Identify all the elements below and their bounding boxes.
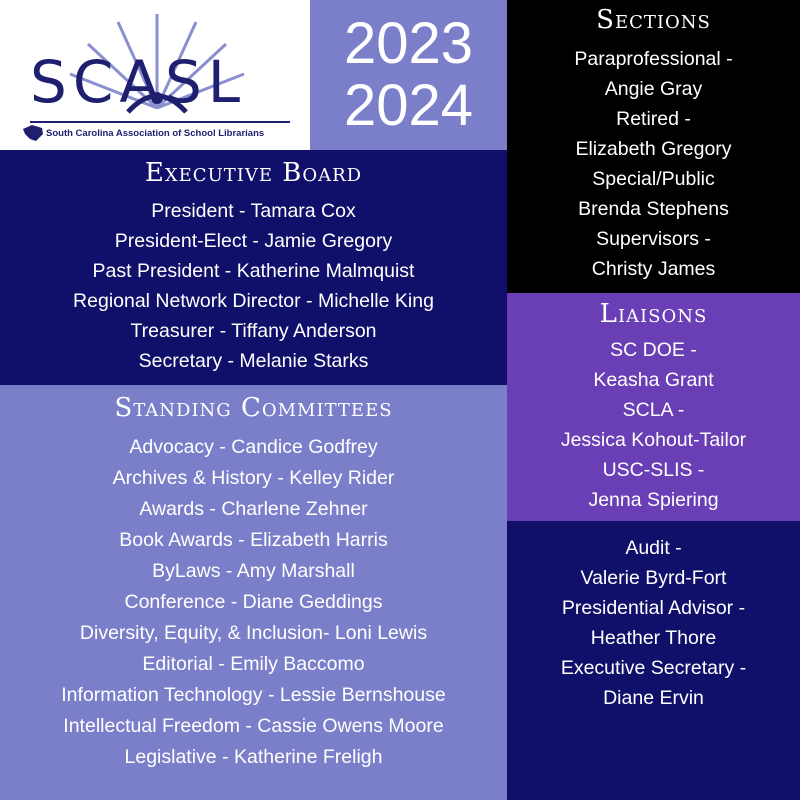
list-item: Christy James <box>591 258 716 280</box>
list-item: Book Awards - Elizabeth Harris <box>119 529 388 551</box>
standing-committees-list <box>0 432 507 773</box>
logo-panel <box>0 0 310 150</box>
sections-list <box>507 44 800 284</box>
list-item: Diane Ervin <box>603 687 704 709</box>
logo-wordmark: SCASL <box>30 48 247 116</box>
list-item: Keasha Grant <box>593 369 714 391</box>
list-item: Awards - Charlene Zehner <box>139 498 368 520</box>
other-roles-list <box>507 521 800 713</box>
list-item: Conference - Diane Geddings <box>124 591 383 613</box>
list-item: ByLaws - Amy Marshall <box>152 560 355 582</box>
year-end: 2024 <box>343 73 474 138</box>
list-item: Heather Thore <box>590 627 717 649</box>
list-item: SC DOE - <box>610 339 697 361</box>
liaisons-panel <box>507 293 800 521</box>
list-item: Special/Public <box>592 168 715 190</box>
list-item: President-Elect - Jamie Gregory <box>114 230 393 252</box>
list-item: Paraprofessional - <box>574 48 733 70</box>
list-item: Brenda Stephens <box>578 198 729 220</box>
south-carolina-map-icon <box>22 124 44 142</box>
list-item: Retired - <box>616 108 691 130</box>
list-item: Presidential Advisor - <box>561 597 746 619</box>
list-item: USC-SLIS - <box>602 459 705 481</box>
list-item: Valerie Byrd-Fort <box>580 567 727 589</box>
logo-caption: South Carolina Association of School Librarians <box>46 128 265 139</box>
list-item: President - Tamara Cox <box>151 200 356 222</box>
list-item: Angie Gray <box>604 78 703 100</box>
executive-board-panel <box>0 150 507 385</box>
executive-board-list <box>0 196 507 376</box>
list-item: Supervisors - <box>596 228 711 250</box>
standing-committees-heading: Standing Committees <box>114 393 393 423</box>
list-item: Editorial - Emily Baccomo <box>142 653 365 675</box>
year-start: 2023 <box>343 11 474 76</box>
year-panel <box>310 0 507 150</box>
list-item: Secretary - Melanie Starks <box>138 350 369 372</box>
list-item: Treasurer - Tiffany Anderson <box>130 320 377 342</box>
list-item: SCLA - <box>622 399 685 421</box>
executive-board-heading: Executive Board <box>144 158 363 188</box>
list-item: Advocacy - Candice Godfrey <box>129 436 378 458</box>
list-item: Elizabeth Gregory <box>575 138 732 160</box>
other-roles-panel <box>507 521 800 800</box>
list-item: Jenna Spiering <box>588 489 719 511</box>
list-item: Audit - <box>625 537 682 559</box>
list-item: Legislative - Katherine Freligh <box>124 746 383 768</box>
standing-committees-panel <box>0 385 507 800</box>
list-item: Jessica Kohout-Tailor <box>560 429 747 451</box>
sections-heading: Sections <box>596 5 711 35</box>
list-item: Diversity, Equity, & Inclusion- Loni Lewis <box>79 622 428 644</box>
liaisons-list <box>507 335 800 515</box>
list-item: Information Technology - Lessie Bernshouse <box>61 684 446 706</box>
list-item: Regional Network Director - Michelle King <box>73 290 434 312</box>
list-item: Executive Secretary - <box>560 657 747 679</box>
list-item: Past President - Katherine Malmquist <box>92 260 415 282</box>
sections-panel <box>507 0 800 293</box>
list-item: Intellectual Freedom - Cassie Owens Moore <box>63 715 444 737</box>
list-item: Archives & History - Kelley Rider <box>112 467 395 489</box>
liaisons-heading: Liaisons <box>599 299 708 329</box>
